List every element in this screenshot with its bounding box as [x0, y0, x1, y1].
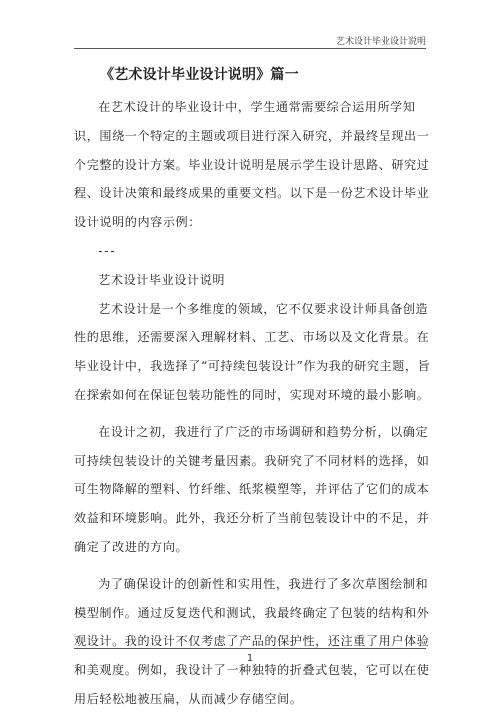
header-divider [74, 48, 426, 49]
section-separator: --- [98, 243, 117, 258]
body-paragraph: 在设计之初，我进行了广泛的市场调研和趋势分析，以确定可持续包装设计的关键考量因素。我研究了不同材料的选择，如可生物降解的塑料、竹纤维、纸浆模塑等，并评估了它们的成本效益和环境影响。此外，我还分析了当前包装设计中的不足，并确定了改进的方向。 [74, 424, 430, 554]
intro-paragraph: 在艺术设计的毕业设计中，学生通常需要综合运用所学知识，围绕一个特定的主题或项目进行深入研究，并最终呈现出一个完整的设计方案。毕业设计说明是展示学生设计思路、研究过程、设计决策和最终成果的重要文档。以下是一份艺术设计毕业设计说明的内容示例： [74, 100, 430, 230]
running-header: 艺术设计毕业设计说明 [335, 37, 426, 47]
body-paragraph: 为了确保设计的创新性和实用性，我进行了多次草图绘制和模型制作。通过反复迭代和测试，我最终确定了包装的结构和外观设计。我的设计不仅考虑了产品的保护性，还注重了用户体验和美观度。例如，我设计了一种独特的折叠式包装，它可以在使用后轻松地被压扁，从而减少存储空间。 [74, 576, 430, 706]
document-title: 《艺术设计毕业设计说明》篇一 [100, 67, 299, 83]
page-number: 1 [246, 653, 254, 664]
footer-divider [74, 648, 426, 649]
section-heading: 艺术设计毕业设计说明 [98, 272, 226, 287]
document-body [74, 93, 432, 714]
body-paragraph: 艺术设计是一个多维度的领域，它不仅要求设计师具备创造性的思维，还需要深入理解材料、工艺、市场以及文化背景。在毕业设计中，我选择了“可持续包装设计”作为我的研究主题，旨在探索如何在保证包装功能性的同时，实现对环境的最小影响。 [74, 301, 431, 402]
